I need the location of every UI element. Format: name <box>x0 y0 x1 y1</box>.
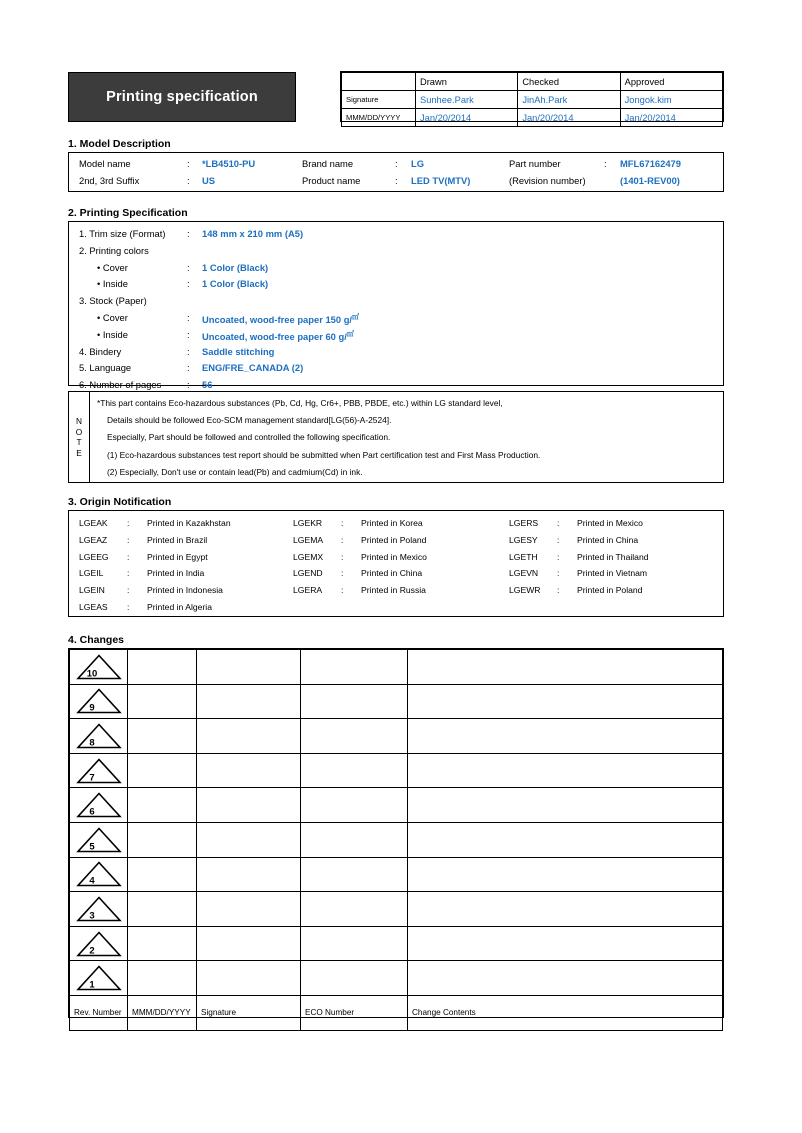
origin-code-LGETH: LGETH <box>509 551 538 562</box>
suffix-colon: : <box>187 175 190 186</box>
part-number-value: MFL67162479 <box>620 158 681 169</box>
spec-value-3: 1 Color (Black) <box>202 278 269 290</box>
spec-colon-8: : <box>187 362 190 374</box>
spec-colon-5: : <box>187 312 190 323</box>
changes-empty-cell[interactable] <box>197 822 301 857</box>
origin-colon-LGERS: : <box>557 518 560 528</box>
svg-text:7: 7 <box>88 772 95 784</box>
changes-empty-cell[interactable] <box>197 926 301 961</box>
changes-empty-cell[interactable] <box>197 684 301 719</box>
origin-notification-table <box>68 510 724 617</box>
suffix-label: 2nd, 3rd Suffix <box>79 175 140 186</box>
approval-signature-table <box>340 71 724 122</box>
svg-text:8: 8 <box>88 737 95 749</box>
note-letter-t: T <box>76 437 82 447</box>
svg-text:3: 3 <box>88 910 95 922</box>
changes-empty-cell[interactable] <box>408 650 723 685</box>
origin-code-LGEND: LGEND <box>293 568 323 579</box>
changes-empty-cell[interactable] <box>197 719 301 754</box>
changes-empty-cell[interactable] <box>128 753 197 788</box>
approval-col-checked: Checked <box>518 73 620 91</box>
revision-triangle-icon <box>76 930 122 957</box>
origin-colon-LGEMA: : <box>341 534 344 545</box>
svg-text:5: 5 <box>88 841 95 853</box>
note-letter-e: E <box>76 447 82 458</box>
revision-number-label: (Revision number) <box>509 175 586 186</box>
origin-colon-LGETH: : <box>557 551 560 562</box>
note-body <box>89 392 723 482</box>
changes-row <box>70 650 723 685</box>
changes-empty-cell[interactable] <box>408 684 723 719</box>
changes-row <box>70 822 723 857</box>
revision-triangle-icon <box>76 653 122 680</box>
model-name-label: Model name <box>79 158 131 169</box>
changes-empty-cell[interactable] <box>301 822 408 857</box>
changes-empty-cell[interactable] <box>408 926 723 961</box>
spec-colon-3: : <box>187 278 190 290</box>
revision-number-value: (1401-REV00) <box>620 175 680 186</box>
changes-empty-cell[interactable] <box>301 650 408 685</box>
changes-empty-cell[interactable] <box>128 684 197 719</box>
spec-label-5: • Cover <box>97 312 128 323</box>
origin-code-LGEIL: LGEIL <box>79 568 104 579</box>
origin-colon-LGEND: : <box>341 568 344 579</box>
origin-code-LGEAK: LGEAK <box>79 518 108 528</box>
spec-colon-2: : <box>187 261 190 273</box>
revision-marker-cell[interactable] <box>70 788 128 823</box>
signature-drawn: Sunhee.Park <box>416 91 518 109</box>
approval-signature-row <box>342 91 723 109</box>
spec-colon-6: : <box>187 328 190 340</box>
revision-triangle-icon <box>76 792 122 819</box>
origin-text-LGEAZ: Printed in Brazil <box>147 534 208 545</box>
spec-label-3: • Inside <box>97 278 128 290</box>
changes-empty-cell[interactable] <box>128 926 197 961</box>
section-heading-changes: 4. Changes <box>68 634 125 646</box>
origin-text-LGEWR: Printed in Poland <box>577 585 643 596</box>
signature-approved: Jongok.kim <box>620 91 722 109</box>
origin-text-LGEVN: Printed in Vietnam <box>577 568 648 579</box>
changes-empty-cell[interactable] <box>408 753 723 788</box>
revision-marker-cell[interactable] <box>70 822 128 857</box>
origin-code-LGEEG: LGEEG <box>79 551 109 562</box>
svg-text:2: 2 <box>88 945 95 957</box>
spec-value-2: 1 Color (Black) <box>202 261 269 273</box>
approval-date-row <box>342 109 723 127</box>
revision-marker-cell[interactable] <box>70 753 128 788</box>
date-checked: Jan/20/2014 <box>518 109 620 127</box>
origin-text-LGERS: Printed in Mexico <box>577 518 643 528</box>
part-number-colon: : <box>604 158 607 169</box>
origin-code-LGERA: LGERA <box>293 585 323 596</box>
changes-row <box>70 961 723 996</box>
page-title: Printing specification <box>106 89 258 105</box>
model-description-table <box>68 152 724 192</box>
changes-row <box>70 926 723 961</box>
origin-code-LGEIN: LGEIN <box>79 585 105 596</box>
changes-empty-cell[interactable] <box>301 753 408 788</box>
changes-footer-0: Rev. Number <box>70 995 128 1030</box>
revision-marker-cell[interactable] <box>70 961 128 996</box>
svg-text:6: 6 <box>88 806 95 818</box>
changes-footer-row <box>70 995 723 1030</box>
origin-text-LGEKR: Printed in Korea <box>361 518 423 528</box>
origin-text-LGEAK: Printed in Kazakhstan <box>147 518 231 528</box>
origin-code-LGEAZ: LGEAZ <box>79 534 108 545</box>
spec-value-7: Saddle stitching <box>202 345 275 357</box>
changes-empty-cell[interactable] <box>197 857 301 892</box>
origin-text-LGEND: Printed in China <box>361 568 423 579</box>
approval-col-drawn: Drawn <box>416 73 518 91</box>
note-vertical-label <box>69 392 90 482</box>
revision-triangle-icon <box>76 688 122 715</box>
changes-empty-cell[interactable] <box>408 719 723 754</box>
changes-empty-cell[interactable] <box>128 822 197 857</box>
origin-text-LGEMA: Printed in Poland <box>361 534 427 545</box>
revision-marker-cell[interactable] <box>70 684 128 719</box>
origin-code-LGEAS: LGEAS <box>79 602 108 612</box>
changes-empty-cell[interactable] <box>408 822 723 857</box>
changes-empty-cell[interactable] <box>128 961 197 996</box>
origin-code-LGEVN: LGEVN <box>509 568 539 579</box>
product-name-label: Product name <box>302 175 361 186</box>
note-line-2: Especially, Part should be followed and controlled the following specification. <box>107 432 391 443</box>
revision-marker-cell[interactable] <box>70 926 128 961</box>
spec-value-8: ENG/FRE_CANADA (2) <box>202 362 304 374</box>
changes-empty-cell[interactable] <box>408 892 723 927</box>
origin-colon-LGEMX: : <box>341 551 344 562</box>
document-title-box <box>68 72 296 122</box>
changes-empty-cell[interactable] <box>301 961 408 996</box>
changes-empty-cell[interactable] <box>408 788 723 823</box>
section-heading-printing-specification: 2. Printing Specification <box>68 207 188 219</box>
changes-empty-cell[interactable] <box>128 788 197 823</box>
revision-triangle-icon <box>76 757 122 784</box>
revision-triangle-icon <box>76 861 122 888</box>
approval-row-label-signature: Signature <box>342 91 416 109</box>
date-approved: Jan/20/2014 <box>620 109 722 127</box>
note-line-0: *This part contains Eco-hazardous substances (Pb, Cd, Hg, Cr6+, PBB, PBDE, etc.) within LG standard level, <box>97 398 503 408</box>
changes-row <box>70 684 723 719</box>
changes-empty-cell[interactable] <box>301 684 408 719</box>
revision-triangle-icon <box>76 826 122 853</box>
origin-colon-LGEAS: : <box>127 602 130 612</box>
changes-row <box>70 788 723 823</box>
spec-colon-9: : <box>187 379 190 391</box>
revision-marker-cell[interactable] <box>70 892 128 927</box>
changes-empty-cell[interactable] <box>197 961 301 996</box>
changes-table <box>68 648 724 1018</box>
changes-footer-1: MMM/DD/YYYY <box>128 995 197 1030</box>
svg-text:4: 4 <box>88 875 95 887</box>
spec-value-5: Uncoated, wood-free paper 150 g/㎡ <box>202 314 359 326</box>
origin-code-LGERS: LGERS <box>509 518 539 528</box>
suffix-value: US <box>202 175 216 186</box>
spec-label-9: 6. Number of pages <box>79 379 162 391</box>
revision-marker-cell[interactable] <box>70 719 128 754</box>
note-line-3: (1) Eco-hazardous substances test report should be submitted when Part certification test and First Mass Production. <box>107 449 541 460</box>
svg-text:1: 1 <box>88 979 95 991</box>
product-name-value: LED TV(MTV) <box>411 175 471 186</box>
changes-footer-3: ECO Number <box>301 995 408 1030</box>
changes-empty-cell[interactable] <box>301 788 408 823</box>
origin-text-LGESY: Printed in China <box>577 534 639 545</box>
date-drawn: Jan/20/2014 <box>416 109 518 127</box>
changes-row <box>70 857 723 892</box>
origin-colon-LGEIN: : <box>127 585 130 596</box>
spec-label-0: 1. Trim size (Format) <box>79 228 166 239</box>
changes-empty-cell[interactable] <box>408 857 723 892</box>
origin-colon-LGEAZ: : <box>127 534 130 545</box>
changes-empty-cell[interactable] <box>128 857 197 892</box>
origin-text-LGEAS: Printed in Algeria <box>147 602 212 612</box>
spec-unit-6: ㎡ <box>346 330 354 338</box>
revision-triangle-icon <box>76 722 122 749</box>
revision-marker-cell[interactable] <box>70 650 128 685</box>
spec-label-7: 4. Bindery <box>79 345 122 357</box>
origin-text-LGEEG: Printed in Egypt <box>147 551 208 562</box>
approval-row-label-date: MMM/DD/YYYY <box>342 109 416 127</box>
changes-row <box>70 753 723 788</box>
origin-colon-LGESY: : <box>557 534 560 545</box>
brand-name-colon: : <box>395 158 398 169</box>
svg-text:10: 10 <box>86 668 97 680</box>
printing-specification-table <box>68 221 724 391</box>
changes-empty-cell[interactable] <box>197 788 301 823</box>
changes-empty-cell[interactable] <box>408 961 723 996</box>
spec-label-8: 5. Language <box>79 362 132 374</box>
changes-row <box>70 892 723 927</box>
origin-text-LGERA: Printed in Russia <box>361 585 426 596</box>
origin-text-LGETH: Printed in Thailand <box>577 551 649 562</box>
spec-value-9: 56 <box>202 379 213 391</box>
note-line-1: Details should be followed Eco-SCM management standard[LG(56)-A-2524]. <box>107 415 392 426</box>
approval-header-row <box>342 73 723 91</box>
origin-colon-LGEIL: : <box>127 568 130 579</box>
changes-footer-2: Signature <box>197 995 301 1030</box>
spec-colon-7: : <box>187 345 190 357</box>
spec-label-2: • Cover <box>97 261 128 273</box>
product-name-colon: : <box>395 175 398 186</box>
spec-label-4: 3. Stock (Paper) <box>79 295 147 307</box>
brand-name-label: Brand name <box>302 158 354 169</box>
origin-text-LGEIL: Printed in India <box>147 568 205 579</box>
origin-code-LGESY: LGESY <box>509 534 538 545</box>
approval-corner-cell <box>342 73 416 91</box>
model-name-colon: : <box>187 158 190 169</box>
section-heading-origin-notification: 3. Origin Notification <box>68 496 172 508</box>
approval-col-approved: Approved <box>620 73 722 91</box>
spec-value-0: 148 mm x 210 mm (A5) <box>202 228 304 239</box>
origin-colon-LGEEG: : <box>127 551 130 562</box>
origin-code-LGEWR: LGEWR <box>509 585 541 596</box>
origin-code-LGEMX: LGEMX <box>293 551 324 562</box>
changes-empty-cell[interactable] <box>197 650 301 685</box>
origin-colon-LGEWR: : <box>557 585 560 596</box>
spec-label-6: • Inside <box>97 328 128 340</box>
signature-checked: JinAh.Park <box>518 91 620 109</box>
revision-marker-cell[interactable] <box>70 857 128 892</box>
note-line-4: (2) Especially, Don't use or contain lead(Pb) and cadmium(Cd) in ink. <box>107 466 363 477</box>
changes-empty-cell[interactable] <box>197 753 301 788</box>
origin-colon-LGEAK: : <box>127 518 130 528</box>
origin-text-LGEIN: Printed in Indonesia <box>147 585 223 596</box>
revision-triangle-icon <box>76 965 122 992</box>
origin-code-LGEMA: LGEMA <box>293 534 324 545</box>
note-letter-o: O <box>75 426 83 437</box>
changes-footer-4: Change Contents <box>408 995 723 1030</box>
spec-colon-0: : <box>187 228 190 239</box>
changes-empty-cell[interactable] <box>128 892 197 927</box>
spec-label-1: 2. Printing colors <box>79 244 149 256</box>
note-letter-n: N <box>76 416 82 426</box>
changes-empty-cell[interactable] <box>301 857 408 892</box>
changes-empty-cell[interactable] <box>128 719 197 754</box>
spec-unit-5: ㎡ <box>352 314 359 321</box>
origin-colon-LGEKR: : <box>341 518 344 528</box>
changes-row <box>70 719 723 754</box>
model-name-value: *LB4510-PU <box>202 158 256 169</box>
part-number-label: Part number <box>509 158 561 169</box>
brand-name-value: LG <box>411 158 425 169</box>
spec-value-6: Uncoated, wood-free paper 60 g/㎡ <box>202 330 354 342</box>
changes-empty-cell[interactable] <box>128 650 197 685</box>
changes-empty-cell[interactable] <box>197 892 301 927</box>
revision-triangle-icon <box>76 895 122 922</box>
changes-empty-cell[interactable] <box>301 926 408 961</box>
changes-empty-cell[interactable] <box>301 892 408 927</box>
origin-colon-LGEVN: : <box>557 568 560 579</box>
section-heading-model-description: 1. Model Description <box>68 138 171 150</box>
origin-colon-LGERA: : <box>341 585 344 596</box>
origin-code-LGEKR: LGEKR <box>293 518 323 528</box>
note-block <box>68 391 724 483</box>
origin-text-LGEMX: Printed in Mexico <box>361 551 427 562</box>
svg-text:9: 9 <box>88 702 95 714</box>
changes-empty-cell[interactable] <box>301 719 408 754</box>
